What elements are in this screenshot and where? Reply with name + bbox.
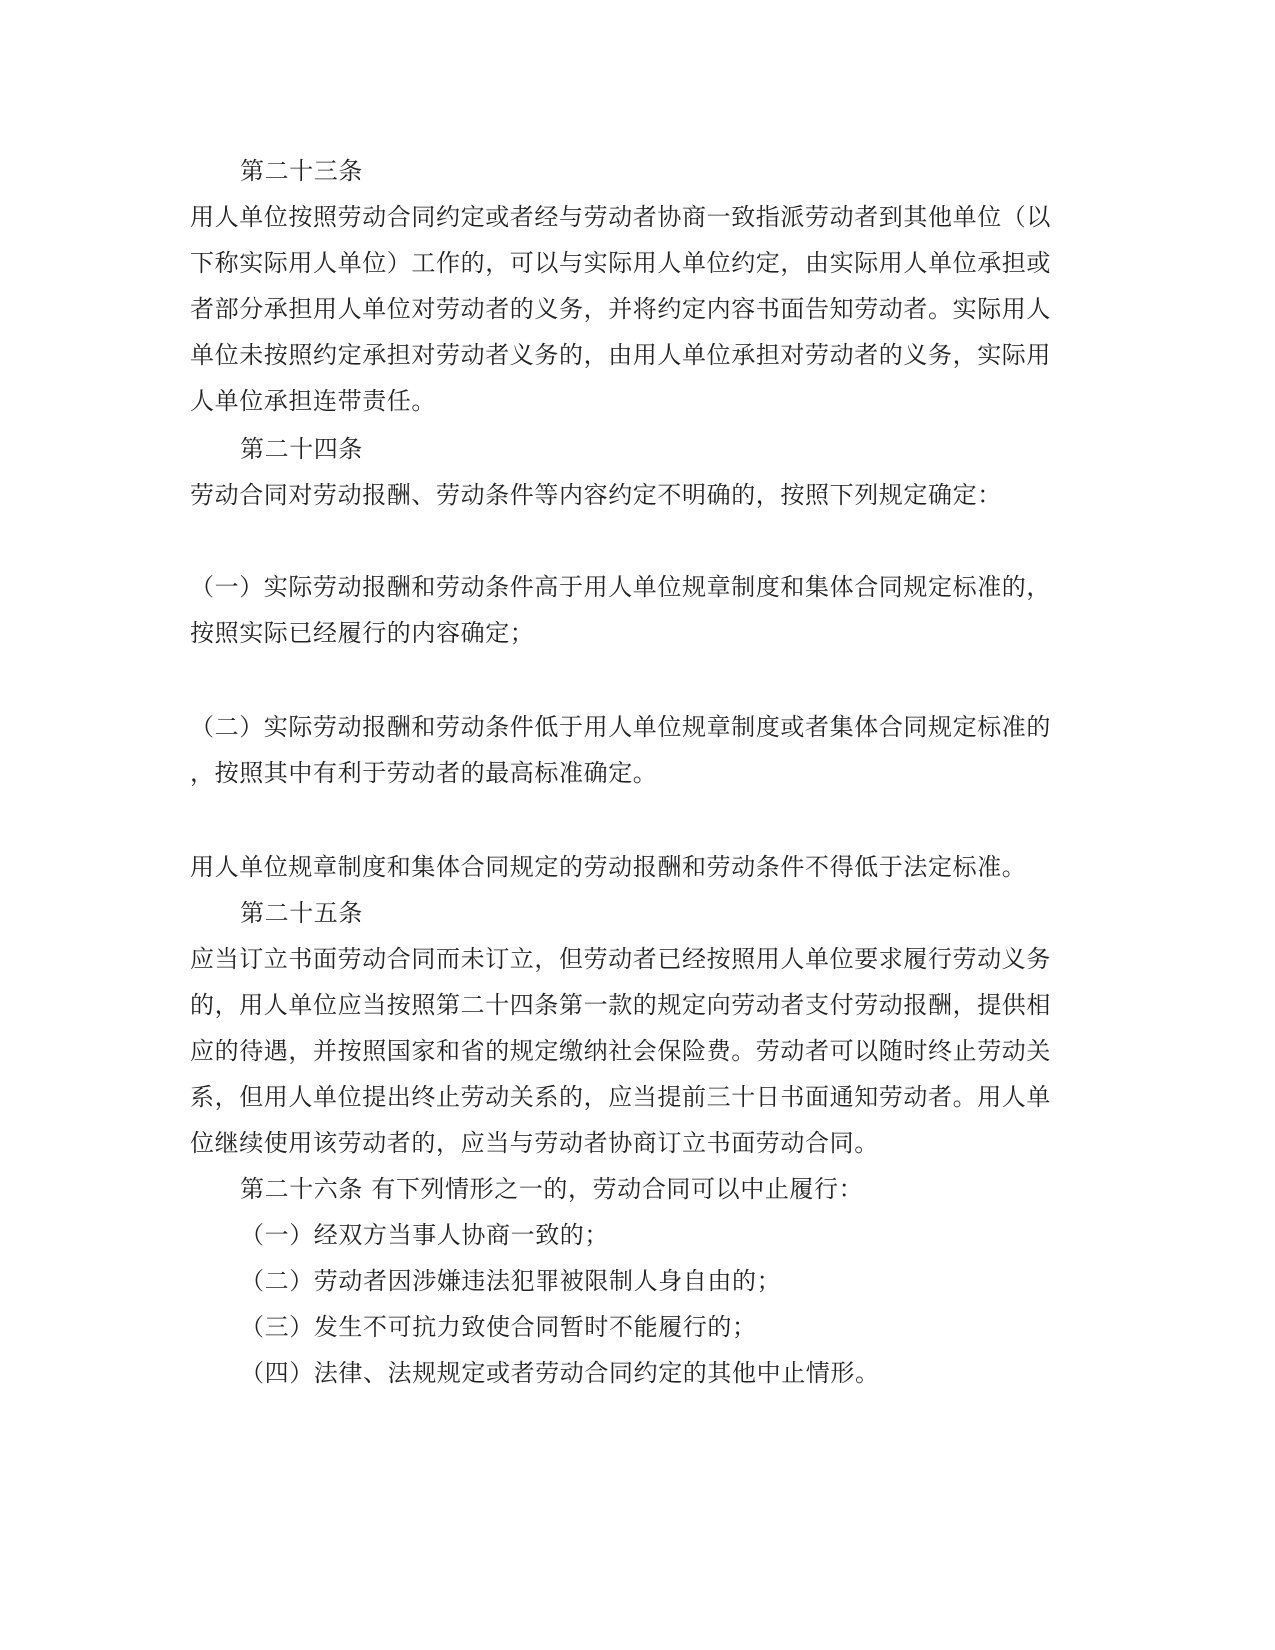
- article-26-item: （一）经双方当事人协商一致的；: [240, 1221, 609, 1249]
- article-26-item: （四）法律、法规规定或者劳动合同约定的其他中止情形。: [240, 1359, 880, 1387]
- article-23-text-line: 人单位承担连带责任。: [190, 387, 436, 415]
- article-24-item-2-line: ，按照其中有利于劳动者的最高标准确定。: [190, 759, 658, 787]
- article-26-item: （二）劳动者因涉嫌违法犯罪被限制人身自由的；: [240, 1267, 782, 1295]
- article-24-item-1-line: （一）实际劳动报酬和劳动条件高于用人单位规章制度和集体合同规定标准的，: [190, 573, 1051, 601]
- article-25-text-line: 应当订立书面劳动合同而未订立，但劳动者已经按照用人单位要求履行劳动义务: [190, 945, 1051, 973]
- article-23-text-line: 用人单位按照劳动合同约定或者经与劳动者协商一致指派劳动者到其他单位（以: [190, 203, 1051, 231]
- article-23-heading: 第二十三条: [240, 157, 363, 185]
- article-24-intro: 劳动合同对劳动报酬、劳动条件等内容约定不明确的，按照下列规定确定：: [190, 481, 1002, 509]
- article-26-heading: 第二十六条 有下列情形之一的，劳动合同可以中止履行：: [240, 1175, 864, 1203]
- article-24-closing: 用人单位规章制度和集体合同规定的劳动报酬和劳动条件不得低于法定标准。: [190, 853, 1027, 881]
- article-23-text-line: 下称实际用人单位）工作的，可以与实际用人单位约定，由实际用人单位承担或: [190, 249, 1051, 277]
- article-25-text-line: 系，但用人单位提出终止劳动关系的，应当提前三十日书面通知劳动者。用人单: [190, 1083, 1051, 1111]
- article-24-item-2-line: （二）实际劳动报酬和劳动条件低于用人单位规章制度或者集体合同规定标准的: [190, 713, 1051, 741]
- article-24-heading: 第二十四条: [240, 435, 363, 463]
- article-23-text-line: 者部分承担用人单位对劳动者的义务，并将约定内容书面告知劳动者。实际用人: [190, 295, 1051, 323]
- article-24-item-1-line: 按照实际已经履行的内容确定；: [190, 619, 535, 647]
- article-25-text-line: 的，用人单位应当按照第二十四条第一款的规定向劳动者支付劳动报酬，提供相: [190, 991, 1051, 1019]
- article-26-item: （三）发生不可抗力致使合同暂时不能履行的；: [240, 1313, 757, 1341]
- article-25-text-line: 应的待遇，并按照国家和省的规定缴纳社会保险费。劳动者可以随时终止劳动关: [190, 1037, 1051, 1065]
- article-23-text-line: 单位未按照约定承担对劳动者义务的，由用人单位承担对劳动者的义务，实际用: [190, 341, 1051, 369]
- article-25-heading: 第二十五条: [240, 899, 363, 927]
- article-25-text-line: 位继续使用该劳动者的，应当与劳动者协商订立书面劳动合同。: [190, 1129, 879, 1157]
